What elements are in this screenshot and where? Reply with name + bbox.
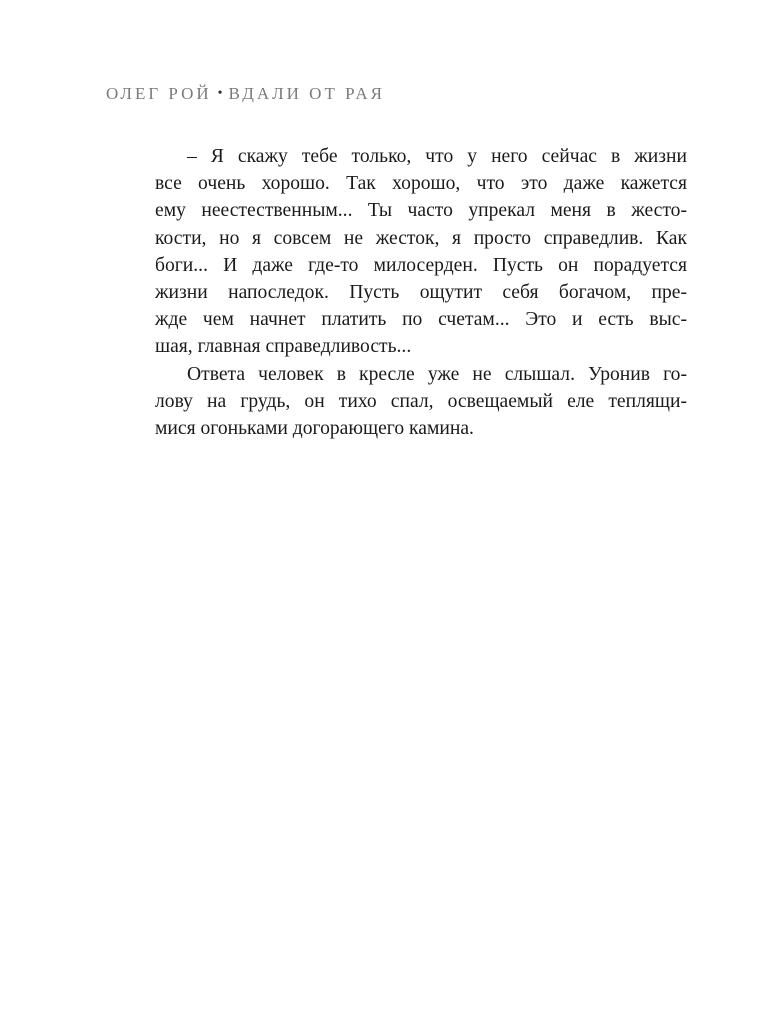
text-line: Ответа человек в кресле уже не слышал. Уронив го-	[187, 363, 687, 385]
text-line: шая, главная справедливость...	[155, 336, 412, 358]
text-line: – Я скажу тебе только, что у него сейчас в жизни	[187, 146, 687, 167]
text-line: кости, но я совсем не жесток, я просто справедлив. Как	[155, 227, 687, 249]
text-line: ему неестественным... Ты часто упрекал меня в жесто-	[155, 200, 687, 222]
text-line: жде чем начнет платить по счетам... Это и есть выс-	[155, 309, 687, 331]
body-text	[155, 143, 687, 442]
running-head-title: ВДАЛИ ОТ РАЯ	[228, 84, 385, 103]
bullet-separator: •	[217, 86, 223, 101]
paragraph	[155, 361, 687, 443]
paragraph	[155, 143, 687, 361]
running-head	[106, 84, 385, 104]
text-line: лову на грудь, он тихо спал, освещаемый еле теплящи-	[155, 390, 687, 412]
text-line: жизни напоследок. Пусть ощутит себя богачом, пре-	[155, 282, 687, 304]
text-line: все очень хорошо. Так хорошо, что это даже кажется	[155, 173, 687, 195]
running-head-author: ОЛЕГ РОЙ	[106, 84, 212, 103]
text-line: боги... И даже где-то милосерден. Пусть он порадуется	[155, 254, 687, 276]
text-line: мися огоньками догорающего камина.	[155, 418, 474, 440]
